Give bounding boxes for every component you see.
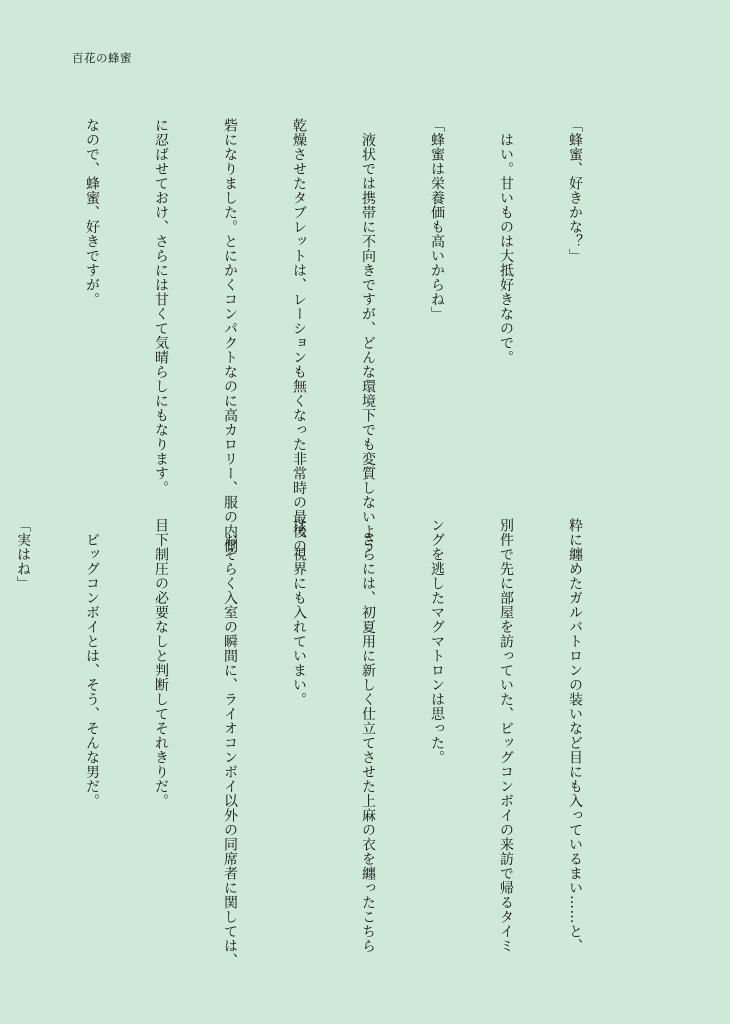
- text-line: おそらく入室の瞬間に、ライオコンボイ以外の同席者に関しては、: [222, 518, 238, 968]
- text-line: なので、蜂蜜、好きですが。: [84, 118, 100, 307]
- text-line: 「実はね」: [15, 518, 31, 591]
- text-line: 砦になりました。とにかくコンパクトなのに高カロリー、服の内側: [222, 118, 238, 553]
- text-line: 目下制圧の必要なしと判断してそれきりだ。: [153, 518, 169, 808]
- text-line: は、視界にも入れていまい。: [291, 518, 307, 707]
- text-line: さらには、初夏用に新しく仕立てさせた上麻の衣を纏ったこちら: [360, 518, 376, 953]
- page-header-title: 百花の蜂蜜: [72, 51, 132, 65]
- text-line: 「蜂蜜は栄養価も高いからね」: [429, 118, 445, 321]
- text-line: 「蜂蜜、好きかな？」: [567, 118, 583, 263]
- text-line: 乾燥させたタブレットは、レーションも無くなった非常時の最後の: [291, 118, 307, 553]
- text-line: 液状では携帯に不向きですが、どんな環境下でも変質しないよう: [360, 118, 376, 553]
- text-line: 別件で先に部屋を訪っていた、ビッグコンボイの来訪で帰るタイミ: [498, 518, 514, 953]
- text-line: 粋に纏めたガルバトロンの装いなど目にも入っているまい……と、: [567, 518, 583, 953]
- text-line: に忍ばせておけ、さらには甘くて気晴らしにもなります。: [153, 118, 169, 495]
- text-line: はい。甘いものは大抵好きなので。: [498, 118, 514, 365]
- text-line: ビッグコンボイとは、そう、そんな男だ。: [84, 518, 100, 808]
- text-block-bottom: [15, 518, 632, 968]
- text-block-top: [84, 118, 632, 553]
- text-line: ングを逃したマグマトロンは思った。: [429, 518, 445, 765]
